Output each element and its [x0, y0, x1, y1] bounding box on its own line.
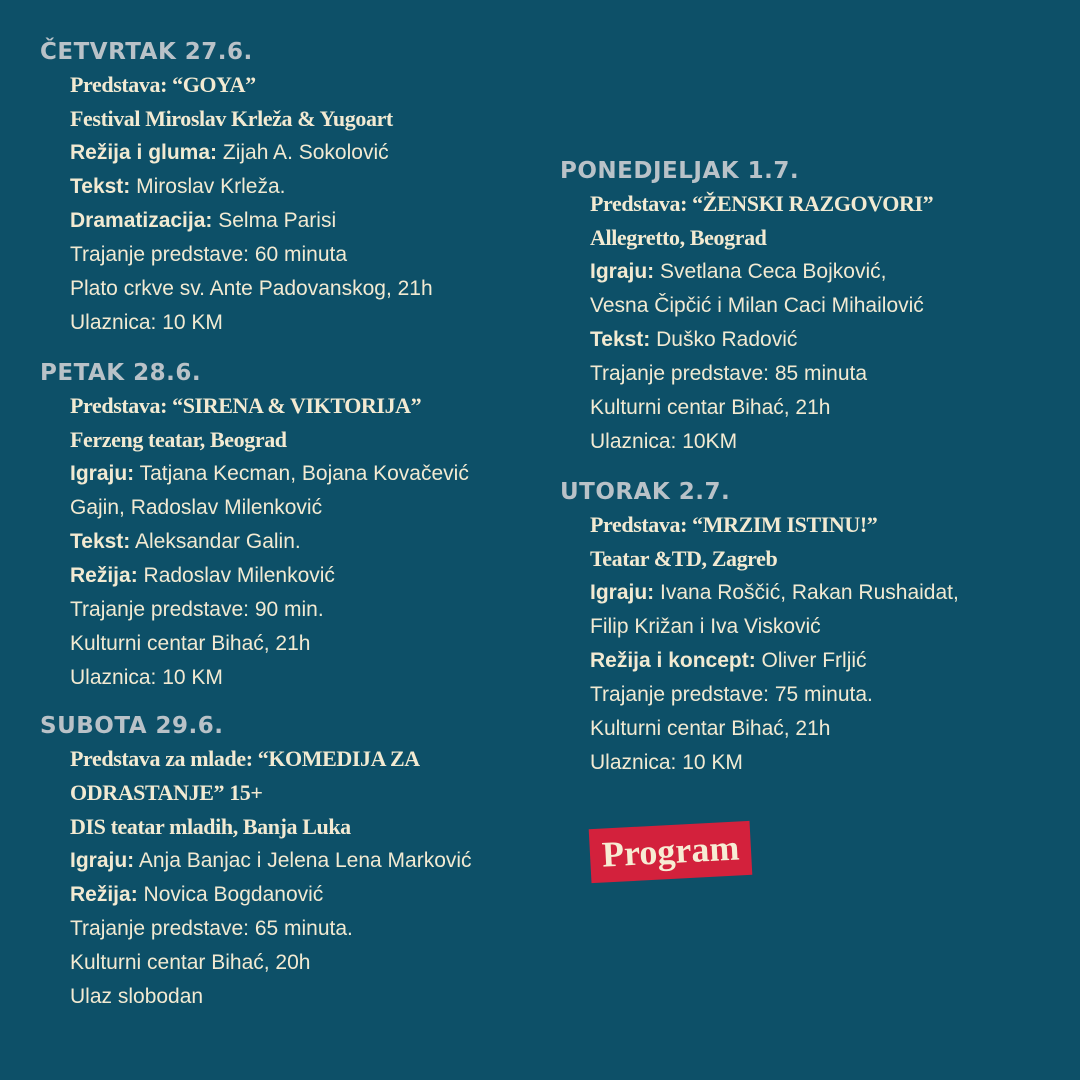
credit-line [70, 844, 540, 878]
show-title: Predstava: “GOYA” [70, 72, 256, 97]
credit-line [70, 170, 540, 204]
event-saturday [40, 710, 540, 1014]
ticket: Ulaznica: 10 KM [70, 311, 223, 334]
company-name: DIS teatar mladih, Banja Luka [70, 814, 351, 839]
day-heading: ČETVRTAK 27.6. [40, 39, 253, 65]
venue: Plato crkve sv. Ante Padovanskog, 21h [70, 277, 433, 300]
day-heading: SUBOTA 29.6. [40, 713, 224, 739]
company-name: Ferzeng teatar, Beograd [70, 427, 287, 452]
credit-line [70, 204, 540, 238]
right-column [560, 155, 1060, 780]
credit-label: Režija: [70, 564, 138, 587]
event-tuesday [560, 476, 1060, 780]
company-name: Teatar &TD, Zagreb [590, 546, 778, 571]
credit-value: Svetlana Ceca Bojković, [654, 260, 887, 283]
credit-value: Novica Bogdanović [137, 883, 324, 906]
duration: Trajanje predstave: 60 minuta [70, 243, 348, 266]
credit-line [70, 136, 540, 170]
show-title: Predstava: “ŽENSKI RAZGOVORI” [590, 191, 934, 216]
credit-value: Selma Parisi [212, 209, 337, 232]
show-title: Predstava: “MRZIM ISTINU!” [590, 512, 878, 537]
credit-line [70, 457, 540, 491]
credit-value: Zijah A. Sokolović [217, 141, 389, 164]
credit-value: Duško Radović [650, 328, 798, 351]
ticket: Ulaznica: 10 KM [70, 666, 223, 689]
credit-label: Igraju: [590, 260, 655, 283]
company-name: Allegretto, Beograd [590, 225, 767, 250]
venue: Kulturni centar Bihać, 20h [70, 951, 311, 974]
event-monday [560, 155, 1060, 459]
credit-line [590, 644, 1060, 678]
credit-label: Režija: [70, 883, 138, 906]
credit-line [590, 255, 1060, 289]
credit-line [590, 576, 1060, 610]
credit-continuation: Gajin, Radoslav Milenković [70, 496, 323, 519]
venue: Kulturni centar Bihać, 21h [70, 632, 311, 655]
credit-label: Igraju: [70, 849, 135, 872]
credit-label: Režija i koncept: [590, 649, 756, 672]
ticket: Ulaznica: 10KM [590, 430, 738, 453]
credit-value: Tatjana Kecman, Bojana Kovačević [134, 462, 469, 485]
credit-line [70, 878, 540, 912]
day-heading: PONEDJELJAK 1.7. [560, 158, 800, 184]
duration: Trajanje predstave: 85 minuta [590, 362, 868, 385]
venue: Kulturni centar Bihać, 21h [590, 396, 831, 419]
credit-line [590, 323, 1060, 357]
program-badge: Program [589, 821, 753, 883]
credit-line [70, 525, 540, 559]
credit-label: Igraju: [70, 462, 135, 485]
event-friday [40, 357, 540, 695]
credit-label: Dramatizacija: [70, 209, 213, 232]
credit-value: Ivana Roščić, Rakan Rushaidat, [654, 581, 959, 604]
credit-label: Tekst: [70, 175, 131, 198]
duration: Trajanje predstave: 75 minuta. [590, 683, 873, 706]
credit-continuation: Filip Križan i Iva Visković [590, 615, 821, 638]
day-heading: UTORAK 2.7. [560, 479, 731, 505]
duration: Trajanje predstave: 65 minuta. [70, 917, 353, 940]
credit-value: Oliver Frljić [755, 649, 867, 672]
credit-line [70, 559, 540, 593]
credit-value: Anja Banjac i Jelena Lena Marković [134, 849, 472, 872]
venue: Kulturni centar Bihać, 21h [590, 717, 831, 740]
day-heading: PETAK 28.6. [40, 360, 202, 386]
credit-value: Miroslav Krleža. [130, 175, 286, 198]
credit-label: Tekst: [70, 530, 131, 553]
credit-value: Radoslav Milenković [137, 564, 335, 587]
duration: Trajanje predstave: 90 min. [70, 598, 324, 621]
show-title: Predstava: “SIRENA & VIKTORIJA” [70, 393, 422, 418]
ticket: Ulaz slobodan [70, 985, 204, 1008]
credit-label: Igraju: [590, 581, 655, 604]
credit-label: Tekst: [590, 328, 651, 351]
left-column [40, 36, 540, 1014]
show-title-continuation: ODRASTANJE” 15+ [70, 780, 263, 805]
event-thursday [40, 36, 540, 340]
ticket: Ulaznica: 10 KM [590, 751, 743, 774]
credit-value: Aleksandar Galin. [130, 530, 301, 553]
company-name: Festival Miroslav Krleža & Yugoart [70, 106, 393, 131]
credit-label: Režija i gluma: [70, 141, 218, 164]
credit-continuation: Vesna Čipčić i Milan Caci Mihailović [590, 294, 924, 317]
show-title: Predstava za mlade: “KOMEDIJA ZA [70, 746, 420, 771]
